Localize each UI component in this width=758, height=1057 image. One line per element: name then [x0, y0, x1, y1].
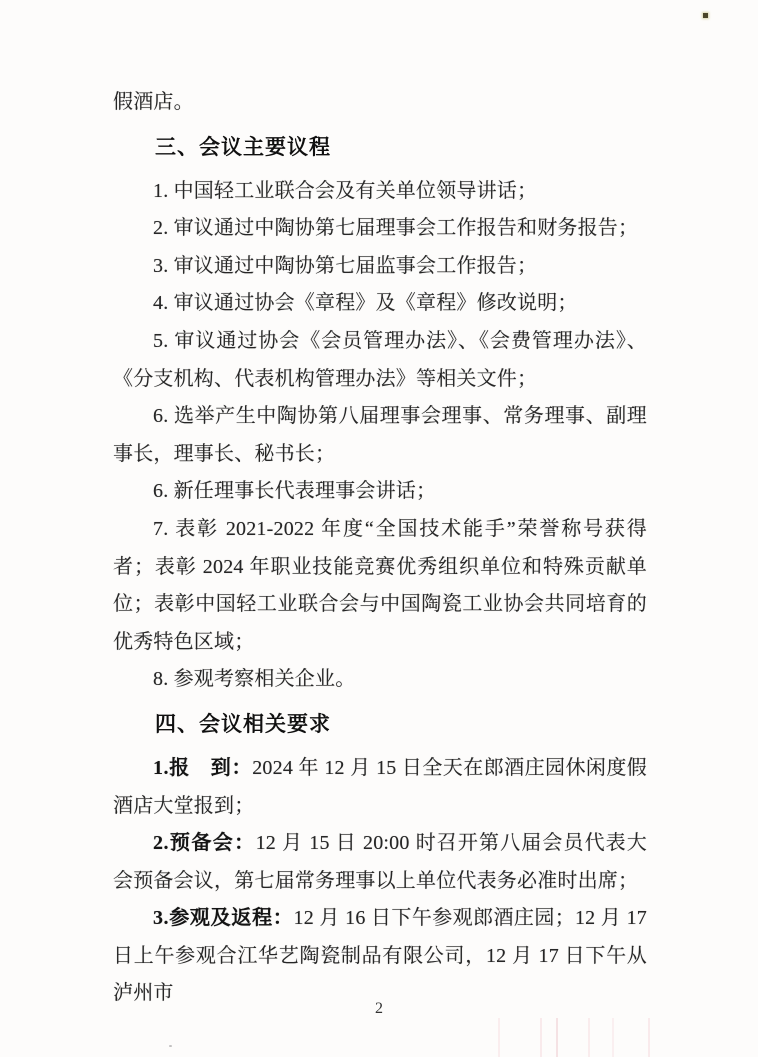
section-heading-requirements: 四、会议相关要求: [155, 712, 331, 736]
agenda-item-6b: 6. 新任理事长代表理事会讲话；: [153, 480, 437, 503]
page-number: 2: [375, 1000, 383, 1017]
requirement-item-registration: [113, 750, 647, 825]
agenda-item-8: 8. 参观考察相关企业。: [153, 668, 356, 691]
scan-speck-artifact: [703, 13, 708, 18]
agenda-item-1: 1. 中国轻工业联合会及有关单位领导讲话；: [153, 179, 538, 202]
agenda-item-6a: 6. 选举产生中陶协第八届理事会理事、常务理事、副理事长，理事长、秘书长；: [113, 405, 647, 465]
agenda-item-5: 5. 审议通过协会《会员管理办法》、《会费管理办法》、《分支机构、代表机构管理办法》等相关文件；: [113, 329, 647, 390]
requirement-text: 12 月 15 日 20:00 时召开第八届会员代表大会预备会议，第七届常务理事以上单位代表务必准时出席；: [113, 832, 647, 892]
section-heading-agenda: 三、会议主要议程: [155, 135, 331, 159]
agenda-item-7: 7. 表彰 2021-2022 年度“全国技术能手”荣誉称号获得者；表彰 2024 年职业技能竞赛优秀组织单位和特殊贡献单位；表彰中国轻工业联合会与中国陶瓷工业协会共同培育的优秀特色区域；: [113, 517, 647, 653]
requirement-text: 2024 年 12 月 15 日全天在郎酒庄园休闲度假酒店大堂报到；: [113, 756, 647, 817]
document-content: [113, 84, 647, 1013]
requirement-item-visit-return: [113, 900, 647, 1013]
agenda-item-4: 4. 审议通过协会《章程》及《章程》修改说明；: [153, 292, 578, 315]
agenda-item-3: 3. 审议通过中陶协第七届监事会工作报告；: [153, 254, 538, 277]
agenda-item-2: 2. 审议通过中陶协第七届理事会工作报告和财务报告；: [153, 217, 639, 240]
requirement-label: 3.参观及返程：: [153, 907, 294, 930]
requirement-text: 12 月 16 日下午参观郎酒庄园；12 月 17 日上午参观合江华艺陶瓷制品有限公司，12 月 17 日下午从泸州市: [113, 907, 648, 1005]
paragraph-continuation: 假酒店。: [113, 91, 194, 113]
requirement-label: 1.报 到：: [153, 756, 253, 779]
scan-streak-artifacts: [0, 1018, 758, 1057]
requirement-item-preparatory-meeting: [113, 825, 647, 900]
requirement-label: 2.预备会：: [153, 832, 256, 855]
